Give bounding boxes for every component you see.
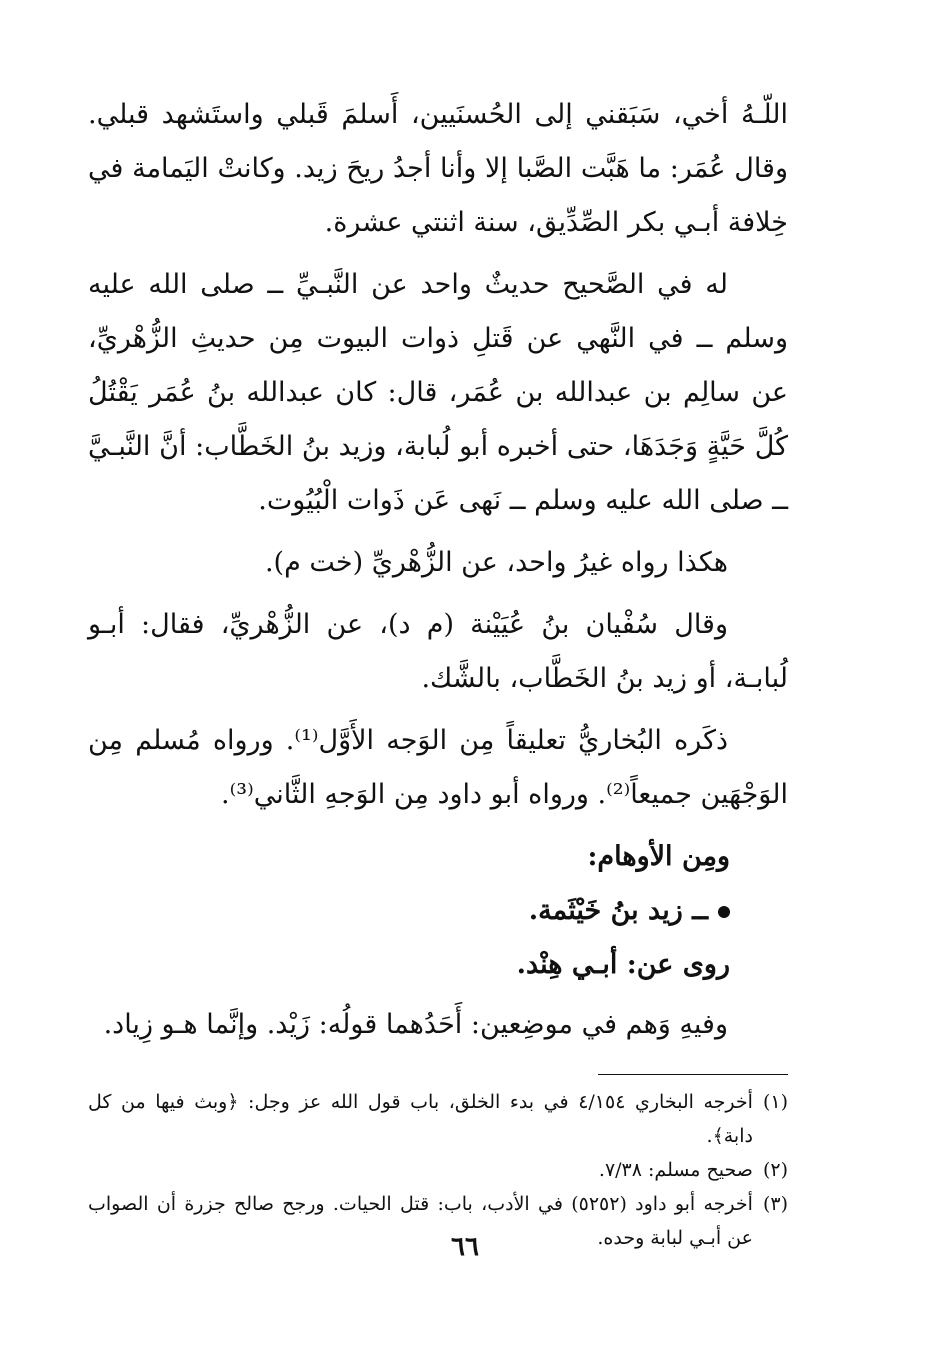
- bullet-icon: [718, 906, 730, 918]
- paragraph-6: وفيهِ وَهم في موضِعين: أَحَدُهما قولُه: زَيْد. وإنَّما هـو زِياد.: [103, 1009, 728, 1040]
- footnote-number: (٢): [762, 1159, 788, 1181]
- footnote-1: [88, 1085, 788, 1153]
- footnote-2: [88, 1153, 788, 1187]
- narrated-from-line: روى عن: أبـي هِنْد.: [516, 949, 730, 980]
- paragraph-4: وقال سُفْيان بنُ عُيَيْنة (م د)، عن الزُّهْريِّ، فقال: أبـو لُبابـة، أو زيد بنُ الخَطَّاب، بالشَّك.: [88, 609, 788, 694]
- paragraph-3: هكذا رواه غيرُ واحد، عن الزُّهْريِّ (خت م).: [264, 547, 728, 578]
- paragraph-2: له في الصَّحيح حديثٌ واحد عن النَّبـيِّ ــ صلى الله عليه وسلم ــ في النَّهي عن قَتلِ ذوات البيوت مِن حديثِ الزُّهْريِّ، عن سالِم بن عبدالله بن عُمَر، قال: كان عبدالله بنُ عُمَر يَقْتُلُ كُلَّ حَيَّةٍ وَجَدَهَا، حتى أخبره أبو لُبابة، وزيد بنُ الخَطَّاب: أنَّ النَّبـيَّ ــ صلى الله عليه وسلم ــ نَهى عَن ذَوات الْبُيُوت.: [88, 269, 788, 516]
- footnote-divider: [598, 1074, 788, 1075]
- footnote-text: أخرجه البخاري ٤/١٥٤ في بدء الخلق، باب قول الله عز وجل: ﴿وبث فيها من كل دابة﴾.: [88, 1091, 753, 1147]
- paragraph-5: ذكَره البُخاريُّ تعليقاً مِن الوَجه الأَوَّل⁽¹⁾. ورواه مُسلم مِن الوَجْهَين جميعاً⁽²⁾. ورواه أبو داود مِن الوَجهِ الثَّاني⁽³⁾.: [88, 725, 788, 810]
- bullet-entry-text: ــ زيد بنُ خَيْثَمة.: [528, 895, 708, 926]
- footnote-text: صحيح مسلم: ٧/٣٨.: [598, 1159, 753, 1181]
- section-heading: ومِن الأوهام:: [587, 841, 730, 872]
- footnotes: [88, 1085, 788, 1255]
- page-body: [88, 88, 788, 1255]
- footnote-text: أخرجه أبو داود (٥٢٥٢) في الأدب، باب: قتل الحيات. ورجح صالح جزرة أن الصواب عن أبـي لبابة وحده.: [88, 1193, 753, 1249]
- bullet-entry: [88, 884, 730, 938]
- paragraph-1: اللّـهُ أخي، سَبَقني إلى الحُسنَيين، أَسلمَ قَبلي واستَشهد قبلي. وقال عُمَر: ما هَبَّت الصَّبا إلا وأنا أجدُ ريحَ زيد. وكانتْ اليَمامة في خِلافة أبـي بكر الصِّدِّيق، سنة اثنتي عشرة.: [88, 99, 788, 238]
- entry-block: [88, 830, 788, 992]
- footnote-number: (١): [762, 1091, 788, 1113]
- footnote-number: (٣): [762, 1193, 788, 1215]
- page-number: ٦٦: [451, 1232, 479, 1262]
